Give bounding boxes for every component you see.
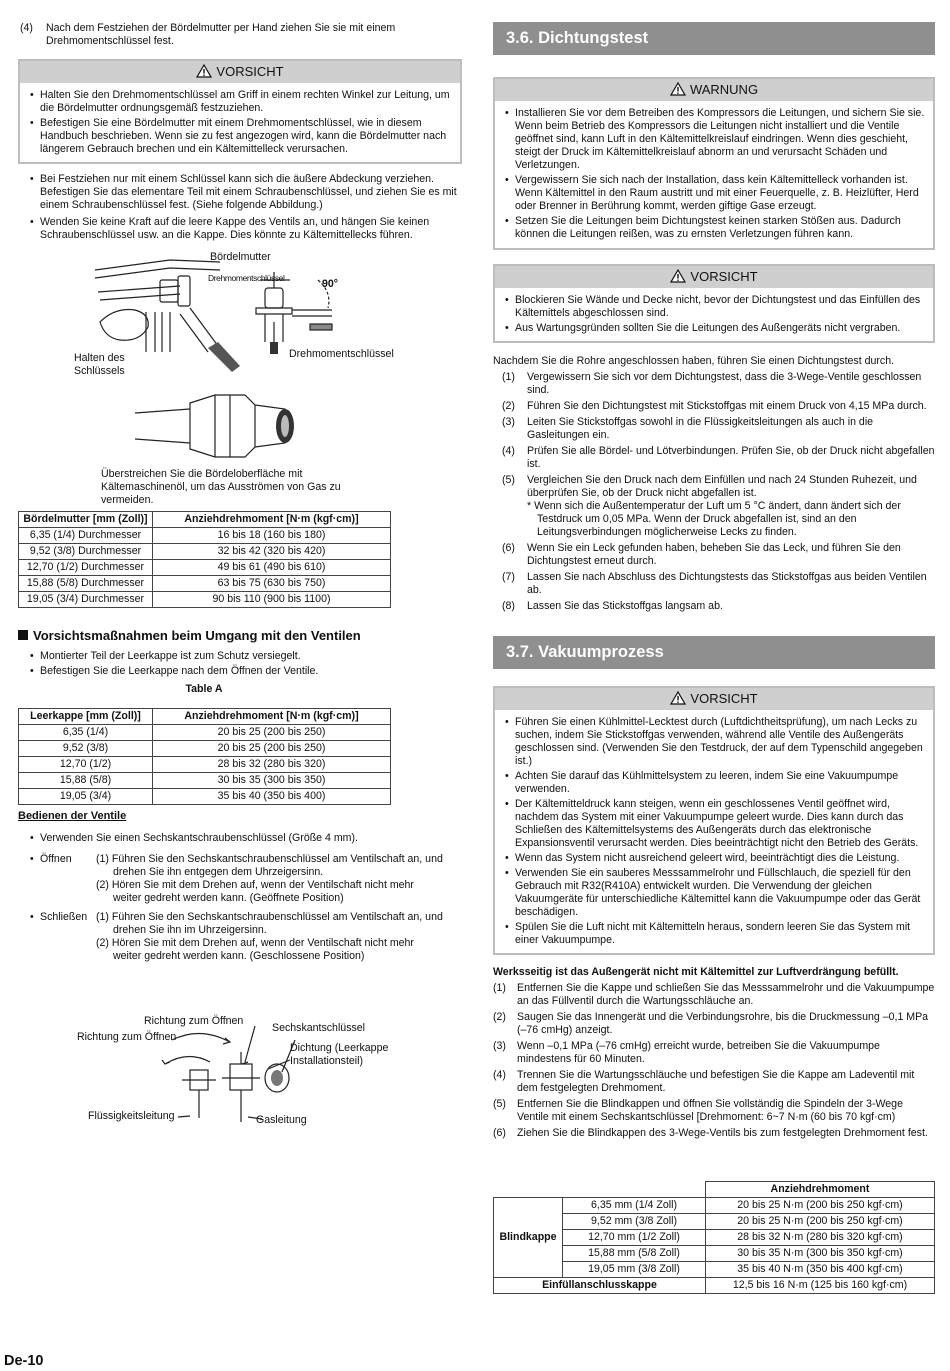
vacuum-step xyxy=(493,1040,935,1066)
figure-torque-wrench xyxy=(60,252,450,380)
table-cell: 15,88 (5/8) Durchmesser xyxy=(19,576,153,592)
step-number: (4) xyxy=(493,1069,506,1081)
table-header: Bördelmutter [mm (Zoll)] xyxy=(19,512,153,528)
step-text: Lassen Sie nach Abschluss des Dichtungstests das Stickstoffgas aus beiden Ventilen ab. xyxy=(527,571,927,596)
figure-valves xyxy=(70,1012,400,1132)
seal-test-step xyxy=(493,416,935,442)
vacuum-section xyxy=(493,636,935,1143)
table-header-row xyxy=(494,1182,935,1198)
valves-title-text: Vorsichtsmaßnahmen beim Umgang mit den Ventilen xyxy=(33,628,361,643)
close-bullet: • xyxy=(30,911,34,923)
wrench-grip xyxy=(208,342,240,372)
step-text: Vergewissern Sie sich vor dem Dichtungstest, dass die 3-Wege-Ventile geschlossen sind. xyxy=(527,371,922,396)
step-number: (5) xyxy=(502,474,515,486)
vacuum-step xyxy=(493,982,935,1008)
table-header-row xyxy=(19,512,391,528)
caution-list xyxy=(495,710,933,953)
valves-title xyxy=(18,629,463,642)
table-cell: 49 bis 61 (490 bis 610) xyxy=(153,560,391,576)
flare-note: • Wenden Sie keine Kraft auf die leere Kappe des Ventils an, und hängen Sie keinen Schraubenschlüssel usw. an die Kappe. Dies könnte zu Kältemittellecks führen. xyxy=(28,216,460,242)
table-cell: 35 bis 40 N·m (350 bis 400 kgf·cm) xyxy=(706,1262,935,1278)
table-cell: 12,5 bis 16 N·m (125 bis 160 kgf·cm) xyxy=(706,1278,935,1294)
table-row xyxy=(19,560,391,576)
page-number: De-10 xyxy=(4,1353,44,1369)
table-cell: 12,70 (1/2) xyxy=(19,757,153,773)
label-flare-nut: Bördelmutter xyxy=(210,251,271,263)
table-row xyxy=(19,741,391,757)
open-label: Öffnen xyxy=(40,853,72,865)
caution-item: • Wenn das System nicht ausreichend geleert wird, beeinträchtigt dies die Leistung. xyxy=(503,852,925,865)
caution-item: • Halten Sie den Drehmomentschlüssel am Griff in einem rechten Winkel zur Leitung, um die Bördelmutter ordnungsgemäß festzuziehen. xyxy=(28,89,452,115)
table-cell: 19,05 mm (3/8 Zoll) xyxy=(563,1262,706,1278)
caution-box-vacuum xyxy=(493,686,935,955)
seal-test-step xyxy=(493,571,935,597)
warning-triangle-icon xyxy=(670,690,686,712)
close-block xyxy=(18,911,463,963)
warning-box-title xyxy=(495,79,933,101)
label-gas-line: Gasleitung xyxy=(256,1114,307,1126)
warning-item: • Installieren Sie vor dem Betreiben des Kompressors die Leitungen, und sichern Sie sie. Wenn beim Betrieb des Kompressors die Leitungen nicht installiert und die Ventile geöffnet sind, kann Luft in den Kältemittelkreislauf eindringen. Wenn dies geschieht, steigt der Druck im Kältemittelkreislauf abnorm an und verursacht Schäden und Verletzungen. xyxy=(503,107,925,172)
caution-list xyxy=(20,83,460,162)
step-number: (7) xyxy=(502,571,515,583)
blind-cap-torque-table xyxy=(493,1181,935,1294)
step-number: (4) xyxy=(502,445,515,457)
table-header: Leerkappe [mm (Zoll)] xyxy=(19,709,153,725)
warning-item: • Setzen Sie die Leitungen beim Dichtungstest keinen starken Stößen aus. Dadurch können die Leitungen reißen, was zu ernsten Verletzungen führen kann. xyxy=(503,215,925,241)
table-cell: 20 bis 25 N·m (200 bis 250 kgf·cm) xyxy=(706,1214,935,1230)
valves-bullet: • Befestigen Sie die Leerkappe nach dem Öffnen der Ventile. xyxy=(28,665,463,678)
warning-item: • Vergewissern Sie sich nach der Installation, dass kein Kältemittelleck vorhanden ist. Wenn Kältemittel in den Raum austritt und mit einer Feuerquelle, z. B. Heizlüfter, Herd oder Brenner in Berührung kommt, werden giftige Gase erzeugt. xyxy=(503,174,925,213)
flare-torque-table xyxy=(18,511,391,608)
table-cell: 6,35 (1/4) Durchmesser xyxy=(19,528,153,544)
warning-triangle-icon xyxy=(196,63,212,85)
table-cell: 9,52 (3/8) xyxy=(19,741,153,757)
right-column xyxy=(493,22,935,616)
table-row xyxy=(19,757,391,773)
caution-box-title xyxy=(495,688,933,710)
step-5-note: * Wenn sich die Außentemperatur der Luft um 5 °C ändert, dann ändert sich der Testdruck um 0,05 MPa. Wenn der Druck abgefallen ist, sind an den Leitungsverbindungen möglicherweise Lecks zu finden. xyxy=(527,500,901,538)
table-cell: 20 bis 25 N·m (200 bis 250 kgf·cm) xyxy=(706,1198,935,1214)
caution-box-seal-test xyxy=(493,264,935,343)
step-text: Ziehen Sie die Blindkappen des 3-Wege-Ventils bis zum festgelegten Drehmoment fest. xyxy=(517,1127,928,1139)
square-bullet-icon xyxy=(18,630,28,640)
caution-item: • Aus Wartungsgründen sollten Sie die Leitungen des Außengeräts nicht vergraben. xyxy=(503,322,925,335)
table-cell: 28 bis 32 N·m (280 bis 320 kgf·cm) xyxy=(706,1230,935,1246)
table-header: Anziehdrehmoment [N·m (kgf·cm)] xyxy=(153,512,391,528)
table-row xyxy=(19,725,391,741)
warning-box xyxy=(493,77,935,250)
warning-triangle-icon xyxy=(670,268,686,290)
section-3-7-header: 3.7. Vakuumprozess xyxy=(493,636,935,669)
step-4 xyxy=(10,22,451,48)
step-text: Vergleichen Sie den Druck nach dem Einfüllen und nach 24 Stunden Ruhezeit, und überprüfen Sie, ob der Druck nicht abgefallen ist. xyxy=(527,474,917,499)
warning-list xyxy=(495,101,933,248)
table-cell: 19,05 (3/4) Durchmesser xyxy=(19,592,153,608)
step-text: Führen Sie den Dichtungstest mit Stickstoffgas mit einem Druck von 4,15 MPa durch. xyxy=(527,400,927,412)
open-step: (1) Führen Sie den Sechskantschraubenschlüssel am Ventilschaft an, und drehen Sie ihn entgegen dem Uhrzeigersinn. xyxy=(96,853,443,878)
table-cell: 15,88 (5/8) xyxy=(19,773,153,789)
table-cell: 20 bis 25 (200 bis 250) xyxy=(153,741,391,757)
seal-test-step xyxy=(493,445,935,471)
label-liquid-line: Flüssigkeitsleitung xyxy=(88,1110,175,1122)
step-number: (3) xyxy=(502,416,515,428)
flare-nut-drawing xyxy=(135,383,305,465)
label-direction-open-2: Richtung zum Öffnen xyxy=(77,1031,177,1043)
step-number: (6) xyxy=(493,1127,506,1139)
step-text: Wenn Sie ein Leck gefunden haben, beheben Sie das Leck, und führen Sie den Dichtungstest erneut durch. xyxy=(527,542,901,567)
caution-item: • Spülen Sie die Luft nicht mit Kältemitteln heraus, sondern leeren Sie das System mit einer Vakuumpumpe. xyxy=(503,921,925,947)
label-hex-key: Sechskantschlüssel xyxy=(272,1022,366,1034)
table-cell: 9,52 mm (3/8 Zoll) xyxy=(563,1214,706,1230)
table-cell: 30 bis 35 (300 bis 350) xyxy=(153,773,391,789)
valves-section xyxy=(18,629,463,696)
close-step: (2) Hören Sie mit dem Drehen auf, wenn der Ventilschaft nicht mehr weiter gedreht werden kann. (Geschlossene Position) xyxy=(96,937,414,962)
caution-list xyxy=(495,288,933,341)
step-4-text: Nach dem Festziehen der Bördelmutter per Hand ziehen Sie sie mit einem Drehmomentschlüssel fest. xyxy=(46,22,396,47)
label-angle-90: 90° xyxy=(322,278,339,290)
flare-notes xyxy=(28,173,460,242)
step-text: Leiten Sie Stickstoffgas sowohl in die Flüssigkeitsleitungen als auch in die Gasleitungen ein. xyxy=(527,416,874,441)
table-cell: 35 bis 40 (350 bis 400) xyxy=(153,789,391,805)
vacuum-step xyxy=(493,1127,935,1140)
table-cell: 63 bis 75 (630 bis 750) xyxy=(153,576,391,592)
seal-test-steps xyxy=(493,371,935,613)
table-cell: 6,35 (1/4) xyxy=(19,725,153,741)
open-block xyxy=(18,853,463,905)
seal-test-step xyxy=(493,474,935,539)
step-number: (3) xyxy=(493,1040,506,1052)
step-number: (2) xyxy=(502,400,515,412)
factory-note: Werksseitig ist das Außengerät nicht mit Kältemittel zur Luftverdrängung befüllt. xyxy=(493,966,899,978)
table-cell: 30 bis 35 N·m (300 bis 350 kgf·cm) xyxy=(706,1246,935,1262)
table-row xyxy=(19,592,391,608)
table-header: Anziehdrehmoment xyxy=(706,1182,935,1198)
vacuum-step xyxy=(493,1011,935,1037)
table-row xyxy=(19,789,391,805)
caution-item: • Führen Sie einen Kühlmittel-Lecktest durch (Luftdichtheitsprüfung), um nach Lecks zu suchen, indem Sie Stickstoffgas verwenden, während alle Ventile des Außengeräts geschlossen sind. (Verwenden Sie den Testdruck, der auf dem Typenschild angegeben ist.) xyxy=(503,716,925,768)
label-hold-wrench: Halten des Schlüssels xyxy=(74,352,125,377)
label-direction-open-1: Richtung zum Öffnen xyxy=(144,1015,244,1027)
open-bullet: • xyxy=(30,853,34,865)
seal-test-step xyxy=(493,600,935,613)
caution-item: • Verwenden Sie ein sauberes Messsammelrohr und Füllschlauch, die speziell für den Gebrauch mit R32(R410A) entwickelt wurden. Die Verwendung der gleichen Vakuumgeräte für unterschiedliche Kältemittel kann die Vakuumpumpe oder das Gerät beschädigen. xyxy=(503,867,925,919)
caution-box-title xyxy=(495,266,933,288)
operate-bullets xyxy=(28,832,463,845)
table-row xyxy=(494,1198,935,1214)
table-cell: 12,70 mm (1/2 Zoll) xyxy=(563,1230,706,1246)
flare-note: • Bei Festziehen nur mit einem Schlüssel kann sich die äußere Abdeckung verziehen. Befestigen Sie das elementare Teil mit einem Schraubenschlüssel, und ziehen Sie es mit einem Schraubenschlüssel fest. (Siehe folgende Abbildung.) xyxy=(28,173,460,212)
operate-bullet: • Verwenden Sie einen Sechskantschraubenschlüssel (Größe 4 mm). xyxy=(28,832,463,845)
table-row xyxy=(19,544,391,560)
caution-item: • Befestigen Sie eine Bördelmutter mit einem Drehmomentschlüssel, wie in diesem Handbuch beschrieben. Wenn sie zu fest angezogen wird, kann die Bördelmutter nach längerem Gebrauch brechen und ein Kältemittelleck verursachen. xyxy=(28,117,452,156)
table-cell: 20 bis 25 (200 bis 250) xyxy=(153,725,391,741)
caution-box-title xyxy=(20,61,460,83)
figure-flare-surface xyxy=(135,383,305,465)
table-header-row xyxy=(19,709,391,725)
step-text: Lassen Sie das Stickstoffgas langsam ab. xyxy=(527,600,723,612)
open-step: (2) Hören Sie mit dem Drehen auf, wenn der Ventilschaft nicht mehr weiter gedreht werden kann. (Geöffnete Position) xyxy=(96,879,414,904)
step-number: (2) xyxy=(493,1011,506,1023)
warning-triangle-icon xyxy=(670,81,686,103)
vacuum-step xyxy=(493,1069,935,1095)
step-number: (1) xyxy=(502,371,515,383)
label-torque-wrench: Drehmomentschlüssel xyxy=(289,348,394,360)
table-row xyxy=(19,528,391,544)
table-cell: 90 bis 110 (900 bis 1100) xyxy=(153,592,391,608)
vacuum-step xyxy=(493,1098,935,1124)
left-column xyxy=(18,22,463,244)
table-header: Anziehdrehmoment [N·m (kgf·cm)] xyxy=(153,709,391,725)
table-cell: 28 bis 32 (280 bis 320) xyxy=(153,757,391,773)
seal-test-step xyxy=(493,400,935,413)
valves-bullets xyxy=(28,650,463,678)
operate-valves xyxy=(18,810,463,963)
table-cell: 19,05 (3/4) xyxy=(19,789,153,805)
step-text: Entfernen Sie die Kappe und schließen Sie das Messsammelrohr und die Vakuumpumpe an das Füllventil durch die Wartungsschläuche an. xyxy=(517,982,935,1007)
step-number: (8) xyxy=(502,600,515,612)
label-torque-wrench-small: Drehmomentschlüssel xyxy=(208,273,285,283)
seal-test-intro: Nachdem Sie die Rohre angeschlossen haben, führen Sie einen Dichtungstest durch. xyxy=(493,355,895,367)
table-a-caption: Table A xyxy=(185,683,223,695)
step-4-number: (4) xyxy=(20,22,33,34)
table-cell: 6,35 mm (1/4 Zoll) xyxy=(563,1198,706,1214)
caution-item: • Der Kältemitteldruck kann steigen, wenn ein geschlossenes Ventil geöffnet wird, nachdem das System mit einer Vakuumpumpe geleert wurde. Dies kann durch das Schließen des Kältemittelsystems des Außengeräts durch das elektronische Expansionsventil verursacht werden. Dies beeinträchtigt nicht den Betrieb des Geräts. xyxy=(503,798,925,850)
step-number: (6) xyxy=(502,542,515,554)
step-text: Entfernen Sie die Blindkappen und öffnen Sie vollständig die Spindeln der 3-Wege Ventile mit einem Sechskantschlüssel [Drehmoment: 6~7 N·m (60 bis 70 kgf·cm) xyxy=(517,1098,903,1123)
table-row xyxy=(19,773,391,789)
step-text: Saugen Sie das Innengerät und die Verbindungsrohre, bis die Druckmessung –0,1 MPa (–76 cmHg) anzeigt. xyxy=(517,1011,929,1036)
seal-test-step xyxy=(493,542,935,568)
table-row xyxy=(494,1278,935,1294)
table-cell: 9,52 (3/8) Durchmesser xyxy=(19,544,153,560)
caution-box-flare xyxy=(18,59,462,164)
step-number: (1) xyxy=(493,982,506,994)
step-text: Wenn –0,1 MPa (–76 cmHg) erreicht wurde, betreiben Sie die Vakuumpumpe mindestens für 60 Minuten. xyxy=(517,1040,880,1065)
blind-cap-label: Blindkappe xyxy=(494,1198,563,1278)
operate-title: Bedienen der Ventile xyxy=(18,810,127,822)
valves-bullet: • Montierter Teil der Leerkappe ist zum Schutz versiegelt. xyxy=(28,650,463,663)
table-cell: 12,70 (1/2) Durchmesser xyxy=(19,560,153,576)
seal-test-step xyxy=(493,371,935,397)
table-empty-header xyxy=(494,1182,706,1198)
close-step: (1) Führen Sie den Sechskantschraubenschlüssel am Ventilschaft an, und drehen Sie ihn im Uhrzeigersinn. xyxy=(96,911,443,936)
close-label: Schließen xyxy=(40,911,88,923)
label-seal: Dichtung (Leerkappe Installationsteil) xyxy=(290,1042,389,1067)
fill-port-cap-label: Einfüllanschlusskappe xyxy=(494,1278,706,1294)
table-cell: 32 bis 42 (320 bis 420) xyxy=(153,544,391,560)
table-cell: 16 bis 18 (160 bis 180) xyxy=(153,528,391,544)
caution-title-text: VORSICHT xyxy=(690,691,758,706)
caution-item: • Achten Sie darauf das Kühlmittelsystem zu leeren, indem Sie eine Vakuumpumpe verwenden. xyxy=(503,770,925,796)
caution-title-text: VORSICHT xyxy=(690,269,758,284)
caution-title-text: VORSICHT xyxy=(216,64,284,79)
step-text: Prüfen Sie alle Bördel- und Lötverbindungen. Prüfen Sie, ob der Druck nicht abgefallen ist. xyxy=(527,445,935,470)
cap-torque-table xyxy=(18,708,391,805)
warning-title-text: WARNUNG xyxy=(689,82,759,97)
flare-oil-caption: Überstreichen Sie die Bördeloberfläche mit Kältemaschinenöl, um das Ausströmen von Gas zu vermeiden. xyxy=(101,468,341,506)
table-cell: 15,88 mm (5/8 Zoll) xyxy=(563,1246,706,1262)
vacuum-steps xyxy=(493,982,935,1140)
step-text: Trennen Sie die Wartungsschläuche und befestigen Sie die Kappe am Ladeventil mit dem festgelegten Drehmoment. xyxy=(517,1069,915,1094)
caution-item: • Blockieren Sie Wände und Decke nicht, bevor der Dichtungstest und das Einfüllen des Kältemittels abgeschlossen sind. xyxy=(503,294,925,320)
step-number: (5) xyxy=(493,1098,506,1110)
table-row xyxy=(19,576,391,592)
section-3-6-header: 3.6. Dichtungstest xyxy=(493,22,935,55)
